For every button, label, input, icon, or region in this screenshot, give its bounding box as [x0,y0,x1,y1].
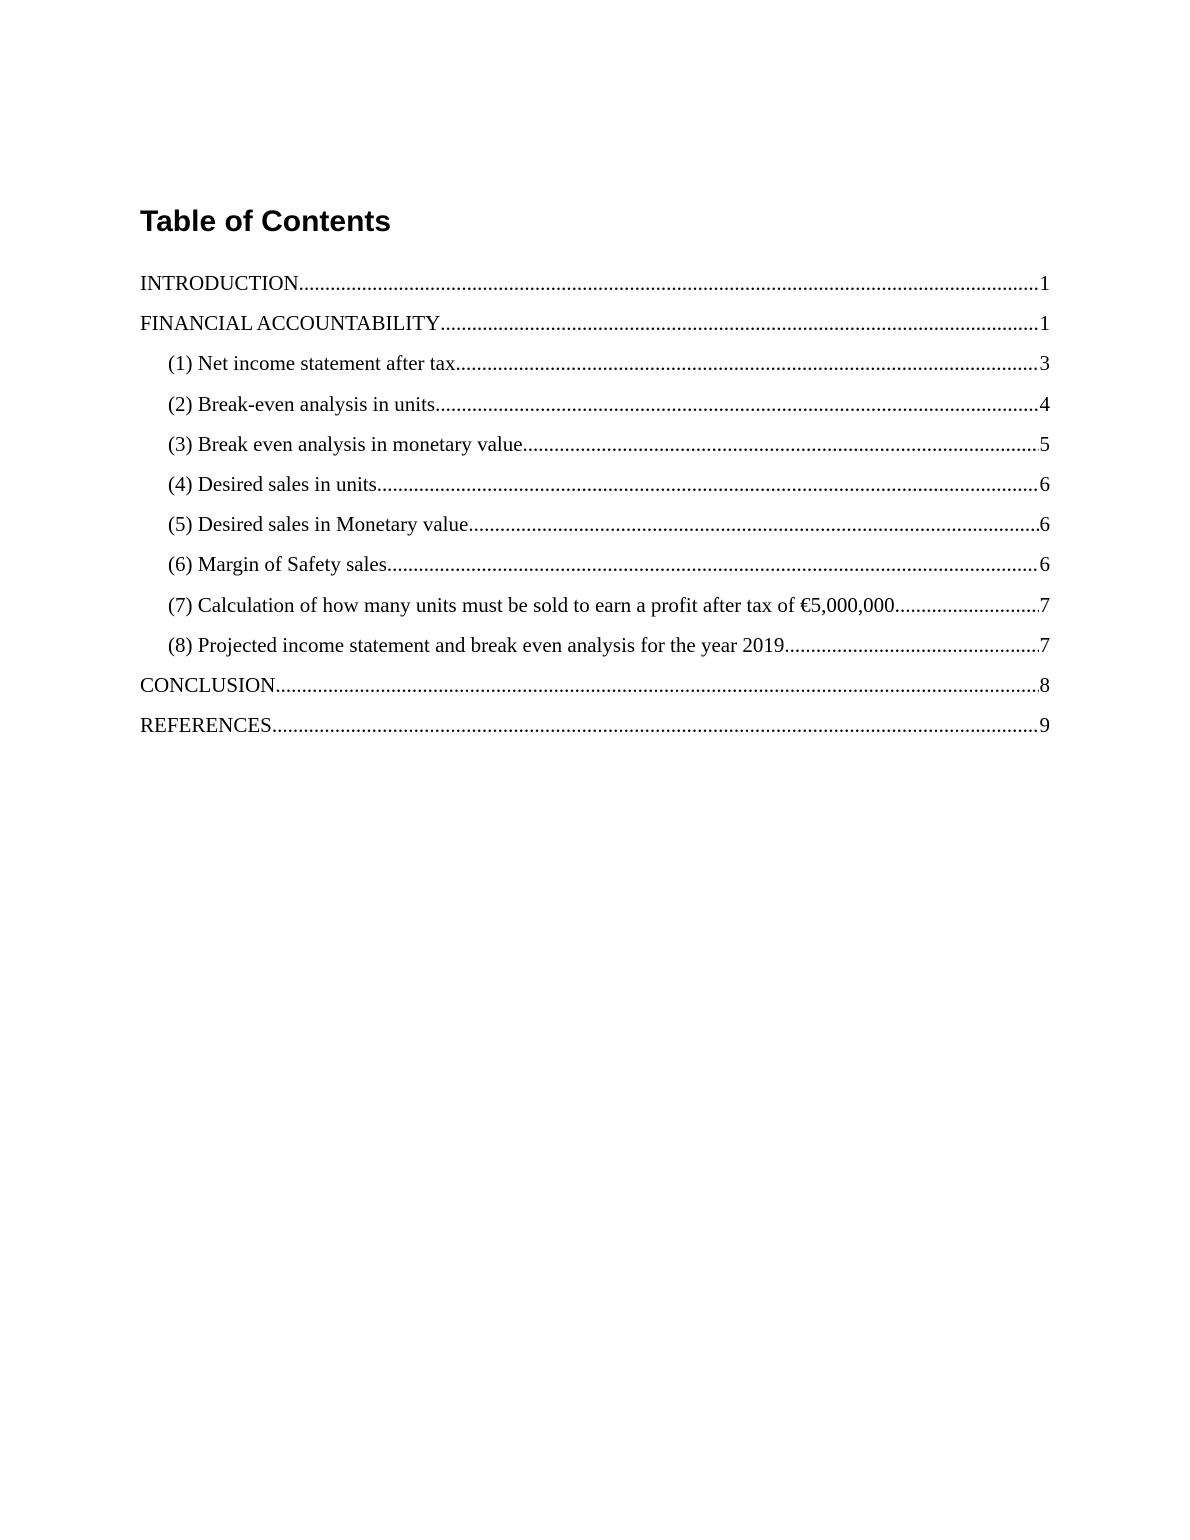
toc-dot-leader [272,705,1039,745]
toc-entry-page: 6 [1039,512,1050,537]
toc-entry-label: (3) Break even analysis in monetary value [168,431,523,456]
toc-dot-leader [440,303,1038,343]
toc-entry-label: (1) Net income statement after tax [168,351,456,376]
toc-entry-page: 3 [1039,351,1050,376]
toc-entry-conclusion[interactable] [140,665,1050,705]
toc-entry-label: (6) Margin of Safety sales [168,552,387,577]
toc-entry-label: REFERENCES [140,713,272,738]
toc-entry-label: FINANCIAL ACCOUNTABILITY [140,311,441,336]
toc-title: Table of Contents [140,205,392,238]
toc-entry-label: (8) Projected income statement and break even analysis for the year 2019 [168,632,785,657]
toc-entry-page: 1 [1039,311,1050,336]
toc-entry-page: 1 [1039,271,1050,295]
toc-dot-leader [275,665,1038,705]
toc-entry-page: 9 [1039,713,1050,738]
toc-entry-page: 7 [1039,632,1050,657]
toc-entry-label: INTRODUCTION [140,271,299,295]
toc-dot-leader [784,625,1038,665]
toc-entry-net-income-statement[interactable] [140,343,1050,383]
toc-entry-financial-accountability[interactable] [140,303,1050,343]
toc-entry-label: (7) Calculation of how many units must be sold to earn a profit after tax of €5,000,000. [168,592,900,617]
toc-entry-page: 6 [1039,471,1050,496]
toc-entry-page: 4 [1039,391,1050,416]
toc-entry-page: 6 [1039,552,1050,577]
toc-dot-leader [299,263,1039,303]
toc-entry-introduction[interactable] [140,263,1050,303]
toc-dot-leader [468,504,1038,544]
toc-dot-leader [523,424,1039,464]
toc-dot-leader [900,585,1039,625]
toc-entry-margin-of-safety[interactable] [140,544,1050,584]
toc-entry-desired-sales-units[interactable] [140,464,1050,504]
toc-entry-label: (4) Desired sales in units [168,471,377,496]
toc-entry-units-for-profit[interactable] [140,585,1050,625]
toc-dot-leader [377,464,1039,504]
toc-entry-page: 8 [1039,672,1050,697]
toc-entry-break-even-units[interactable] [140,384,1050,424]
toc-list [140,263,1050,745]
toc-dot-leader [455,343,1038,383]
toc-entry-desired-sales-monetary[interactable] [140,504,1050,544]
toc-entry-page: 5 [1039,431,1050,456]
toc-entry-label: CONCLUSION [140,672,276,697]
toc-entry-references[interactable] [140,705,1050,745]
toc-entry-break-even-monetary[interactable] [140,424,1050,464]
toc-entry-label: (5) Desired sales in Monetary value [168,512,469,537]
toc-entry-label: (2) Break-even analysis in units [168,391,436,416]
toc-dot-leader [435,384,1038,424]
toc-entry-page: 7 [1039,592,1050,617]
toc-dot-leader [387,544,1039,584]
toc-entry-projected-income-statement[interactable] [140,625,1050,665]
